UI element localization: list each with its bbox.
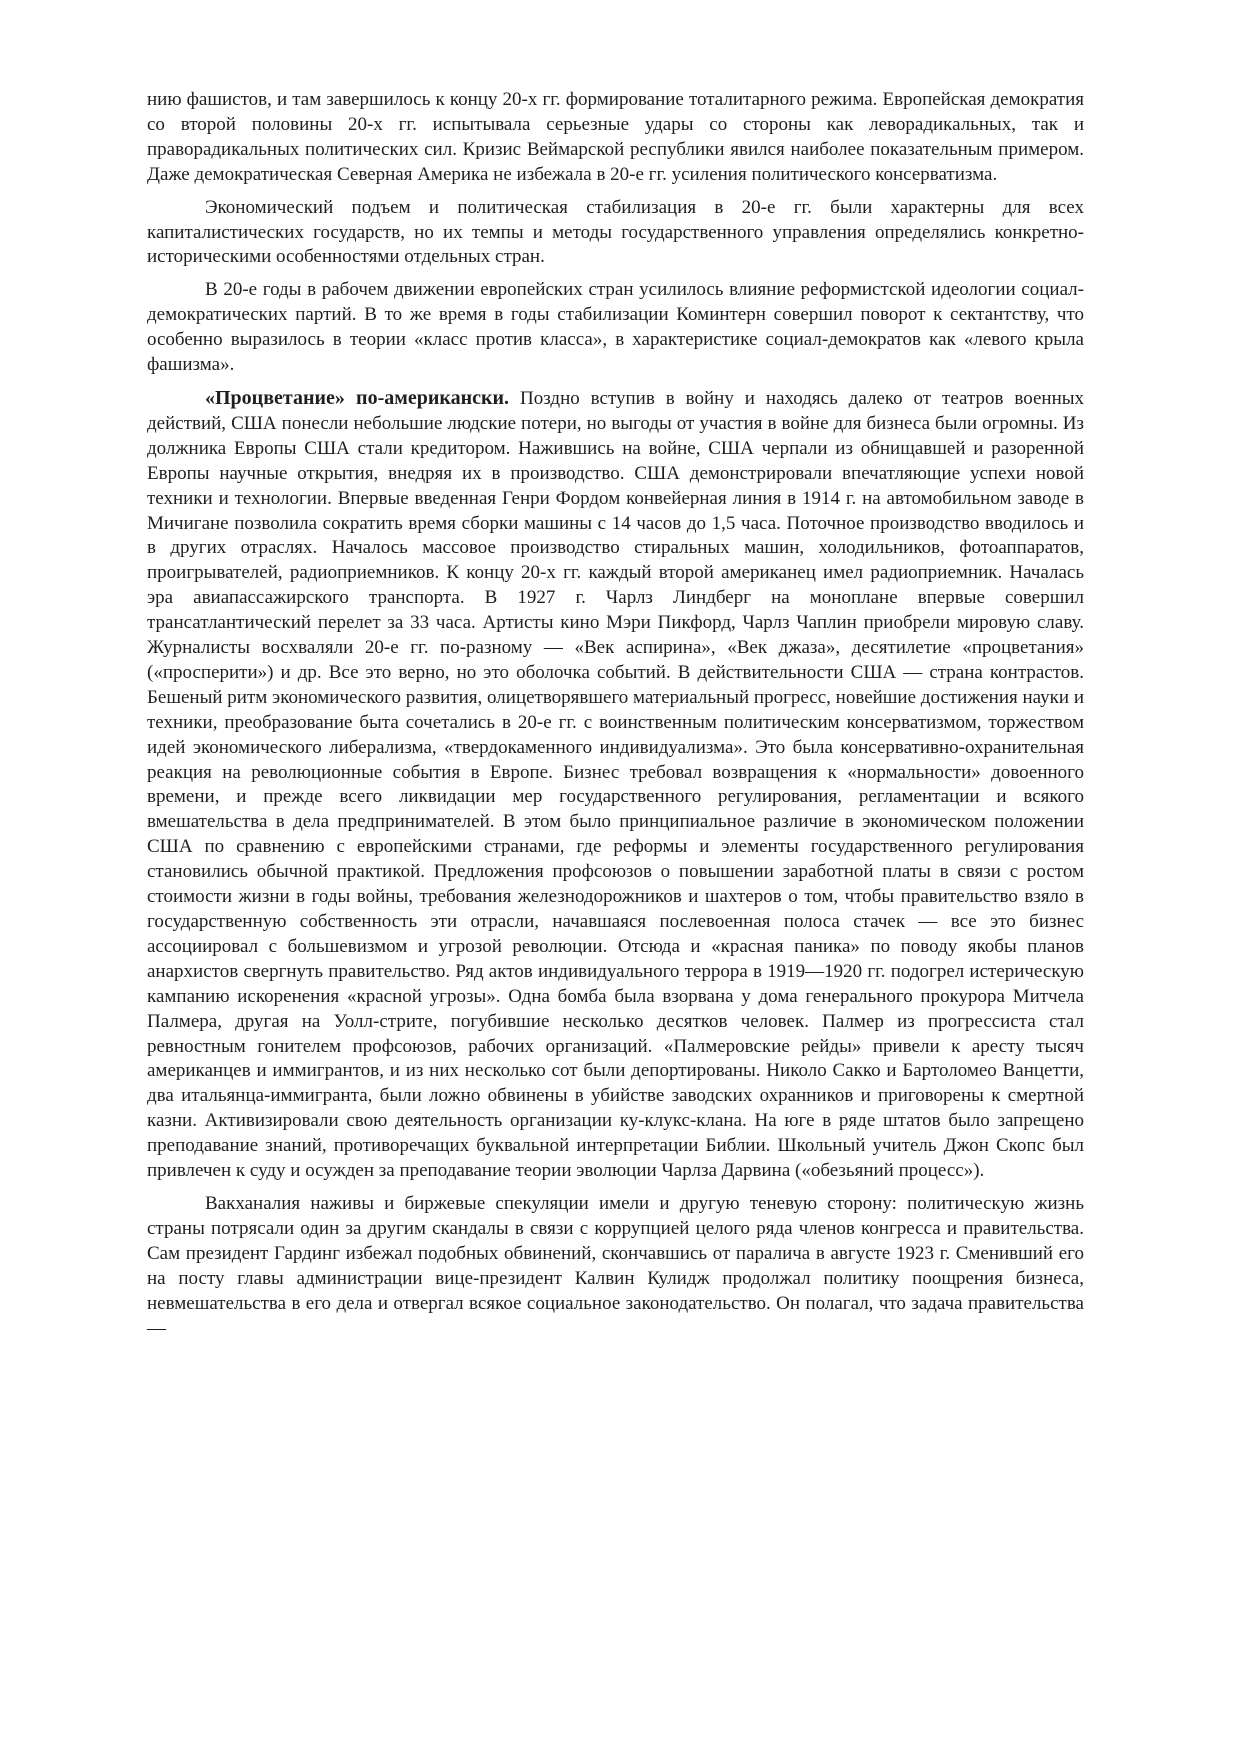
paragraph-labor-movement: В 20-е годы в рабочем движении европейских стран усилилось влияние реформистской идеологии социал-демократических партий. В то же время в годы стабилизации Коминтерн совершил поворот к сектантству, что особенно выразилось в теории «класс против класса», в характеристике социал-демократов как «левого крыла фашизма».: [147, 279, 1084, 376]
paragraph-intro: нию фашистов, и там завершилось к концу 20-х гг. формирование тоталитарного режима. Европейская демократия со второй половины 20-х гг. испытывала серьезные удары со стороны как леворадикальных, так и праворадикальных политических сил. Кризис Веймарской республики явился наиболее показательным примером. Даже демократическая Северная Америка не избежала в 20-е гг. усиления политического консерватизма.: [147, 89, 1084, 185]
section-heading: «Процветание» по-американски.: [205, 386, 510, 409]
paragraph-prosperity: [147, 386, 1084, 1184]
paragraph-economic-rise: Экономический подъем и политическая стабилизация в 20-е гг. были характерны для всех капиталистических государств, но их темпы и методы государственного управления определялись конкретно-историческими особенностями отдельных стран.: [147, 196, 1084, 268]
document-page: [147, 88, 1084, 1349]
paragraph-closing: Вакханалия наживы и биржевые спекуляции имели и другую теневую сторону: политическую жизнь страны потрясали один за другим скандалы в связи с коррупцией целого ряда членов конгресса и правительства. Сам президент Гардинг избежал подобных обвинений, скончавшись от паралича в августе 1923 г. Сменивший его на посту главы администрации вице-президент Калвин Кулидж продолжал политику поощрения бизнеса, невмешательства в его дела и отвергал всякое социальное законодательство. Он полагал, что задача правительства —: [147, 1192, 1084, 1339]
section-body: Поздно вступив в войну и находясь далеко от театров военных действий, США понесли небольшие людские потери, но выгоды от участия в войне для бизнеса были огромны. Из должника Европы США стали кредитором. Нажившись на войне, США черпали из обнищавшей и разоренной Европы научные открытия, внедряя их в производство. США демонстрировали впечатляющие успехи новой техники и технологии. Впервые введенная Генри Фордом конвейерная линия в 1914 г. на автомобильном заводе в Мичигане позволила сократить время сборки машины с 14 часов до 1,5 часа. Поточное производство вводилось и в других отраслях. Началось массовое производство стиральных машин, холодильников, фотоаппаратов, проигрывателей, радиоприемников. К концу 20-х гг. каждый второй американец имел радиоприемник. Началась эра авиапассажирского транспорта. В 1927 г. Чарлз Линдберг на моноплане впервые совершил трансатлантический перелет за 33 часа. Артисты кино Мэри Пикфорд, Чарлз Чаплин приобрели мировую славу. Журналисты восхваляли 20-е гг. по-разному — «Век аспирина», «Век джаза», десятилетие «процветания» («просперити») и др. Все это верно, но это оболочка событий. В действительности США — страна контрастов. Бешеный ритм экономического развития, олицетворявшего материальный прогресс, новейшие достижения науки и техники, преобразование быта сочетались в 20-е гг. с воинственным политическим консерватизмом, торжеством идей экономического либерализма, «твердокаменного индивидуализма». Это была консервативно-охранительная реакция на революционные события в Европе. Бизнес требовал возвращения к «нормальности» довоенного времени, и прежде всего ликвидации мер государственного регулирования, регламентации и всякого вмешательства в дела предпринимателей. В этом было принципиальное различие в экономическом положении США по сравнению с европейскими странами, где реформы и элементы государственного регулирования становились обычной практикой. Предложения профсоюзов о повышении заработной платы в связи с ростом стоимости жизни в годы войны, требования железнодорожников и шахтеров о том, чтобы правительство взяло в государственную собственность эти отрасли, начавшаяся послевоенная полоса стачек — все это бизнес ассоциировал с большевизмом и угрозой революции. Отсюда и «красная паника» по поводу якобы планов анархистов свергнуть правительство. Ряд актов индивидуального террора в 1919—1920 гг. подогрел истерическую кампанию искоренения «красной угрозы». Одна бомба была взорвана у дома генерального прокурора Митчела Палмера, другая на Уолл-стрите, погубившие несколько десятков человек. Палмер из прогрессиста стал ревностным гонителем профсоюзов, рабочих организаций. «Палмеровские рейды» привели к аресту тысяч американцев и иммигрантов, и из них несколько сот были депортированы. Николо Сакко и Бартоломео Ванцетти, два итальянца-иммигранта, были ложно обвинены в убийстве заводских охранников и приговорены к смертной казни. Активизировали свою деятельность организации ку-клукс-клана. На юге в ряде штатов было запрещено преподавание знаний, противоречащих буквальной интерпретации Библии. Школьный учитель Джон Скопс был привлечен к суду и осужден за преподавание теории эволюции Чарлза Дарвина («обезьяний процесс»).: [147, 387, 1085, 1182]
